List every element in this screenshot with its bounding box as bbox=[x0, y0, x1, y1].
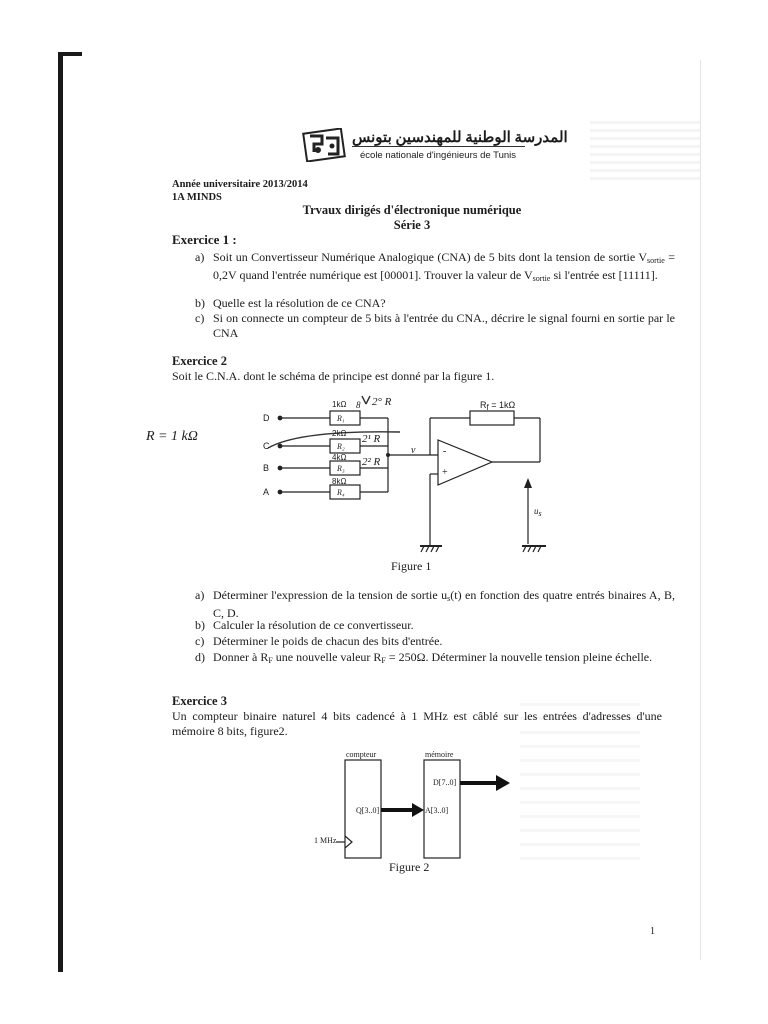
handwritten-note: 2¹ R bbox=[362, 433, 381, 445]
clock-label: 1 MHz bbox=[314, 836, 337, 845]
exercise3-intro: Un compteur binaire naturel 4 bits cadencé à 1 MHz est câblé sur les entrées d'adresses d'une mémoire 8 bits, figure2. bbox=[172, 709, 662, 738]
opamp-minus-label: - bbox=[443, 446, 447, 457]
question-text: Déterminer le poids de chacun des bits d'entrée. bbox=[213, 634, 443, 648]
handwritten-resistor-mark: R₃ bbox=[337, 464, 345, 473]
handwritten-resistor-mark: R₂ bbox=[337, 442, 345, 451]
school-logo-icon bbox=[302, 128, 346, 162]
exercise3-heading: Exercice 3 bbox=[172, 694, 227, 708]
counter-output-label: Q[3..0] bbox=[356, 806, 380, 815]
counter-label: compteur bbox=[346, 750, 377, 759]
bleed-through-mark bbox=[590, 120, 700, 180]
memory-label: mémoire bbox=[425, 750, 454, 759]
resistor-value-4: 8kΩ bbox=[332, 477, 347, 486]
resistor-value-2: 2kΩ bbox=[332, 429, 347, 438]
exercise2-question-d bbox=[195, 650, 675, 680]
node-v-label: v bbox=[411, 445, 416, 456]
handwritten-note: 2² R bbox=[362, 456, 381, 468]
question-text: Donner à $R_F$ une nouvelle valeur $R_F = 250\Omega$. Déterminer la nouvelle tension pleine échelle. bbox=[213, 650, 653, 665]
resistor-value-1: 1kΩ bbox=[332, 400, 347, 409]
question-text: Si on connecte un compteur de 5 bits à l'entrée du CNA., décrire le signal fourni en sortie par le CNA bbox=[213, 311, 675, 340]
exercise2-heading: Exercice 2 bbox=[172, 354, 227, 368]
question-label: c) bbox=[195, 311, 205, 325]
school-name-arabic: المدرسة الوطنية للمهندسين بتونس bbox=[352, 130, 568, 146]
handwritten-note: 2° R bbox=[372, 396, 392, 408]
handwritten-resistor-mark: R₄ bbox=[337, 488, 345, 497]
academic-year: Année universitaire 2013/2014 bbox=[172, 179, 308, 190]
resistor-value-3: 4kΩ bbox=[332, 453, 347, 462]
question-text: Calculer la résolution de ce convertisseur. bbox=[213, 618, 414, 632]
exercise2-question-a bbox=[195, 588, 675, 618]
exercise1-heading: Exercice 1 : bbox=[172, 232, 237, 247]
feedback-resistor-label: Rf = 1kΩ bbox=[480, 400, 516, 412]
question-text: Déterminer l'expression de la tension de sortie $u_s(t)$ en fonction des quatre entrés binaires A, B, C, D. bbox=[213, 588, 675, 620]
input-label-b: B bbox=[263, 463, 270, 473]
question-label: a) bbox=[195, 250, 205, 264]
school-name-french: école nationale d'ingénieurs de Tunis bbox=[360, 150, 517, 161]
memory-data-label: D[7..0] bbox=[433, 778, 457, 787]
handwritten-resistor-mark: R₁ bbox=[337, 414, 345, 423]
question-label: c) bbox=[195, 634, 205, 648]
question-text: Quelle est la résolution de ce CNA? bbox=[213, 296, 386, 310]
question-label: b) bbox=[195, 296, 205, 310]
figure1-caption: Figure 1 bbox=[391, 559, 432, 573]
document-title: Trvaux dirigés d'électronique numérique bbox=[302, 203, 522, 217]
page-number: 1 bbox=[650, 926, 655, 937]
input-label-c: C bbox=[263, 441, 270, 451]
exercise2-intro: Soit le C.N.A. dont le schéma de principe est donné par la figure 1. bbox=[172, 369, 495, 383]
question-label: b) bbox=[195, 618, 205, 632]
question-text: Soit un Convertisseur Numérique Analogique (CNA) de 5 bits dont la tension de sortie $V_{sortie} = 0,2V$ quand l'entrée numérique est [00001]. Trouver la valeur de $V_{sortie}$ si l'entrée est [11111]. bbox=[213, 250, 675, 283]
exercise1-question-a bbox=[195, 250, 675, 296]
question-label: a) bbox=[195, 588, 205, 602]
output-voltage-label: us bbox=[534, 506, 542, 518]
handwritten-r-value: R = 1 kΩ bbox=[146, 429, 198, 444]
memory-address-label: A[3..0] bbox=[425, 806, 449, 815]
question-label: d) bbox=[195, 650, 205, 664]
handwritten-note: 8 bbox=[356, 400, 361, 410]
page-edge-right bbox=[700, 60, 701, 960]
page-edge-top bbox=[58, 52, 82, 56]
header-rule bbox=[352, 146, 525, 147]
opamp-plus-label: + bbox=[442, 467, 448, 478]
class-name: 1A MINDS bbox=[172, 192, 222, 203]
input-label-a: A bbox=[263, 487, 270, 497]
input-label-d: D bbox=[263, 413, 270, 423]
series-title: Série 3 bbox=[393, 218, 431, 232]
figure2-caption: Figure 2 bbox=[389, 860, 430, 874]
page-edge bbox=[58, 52, 63, 972]
